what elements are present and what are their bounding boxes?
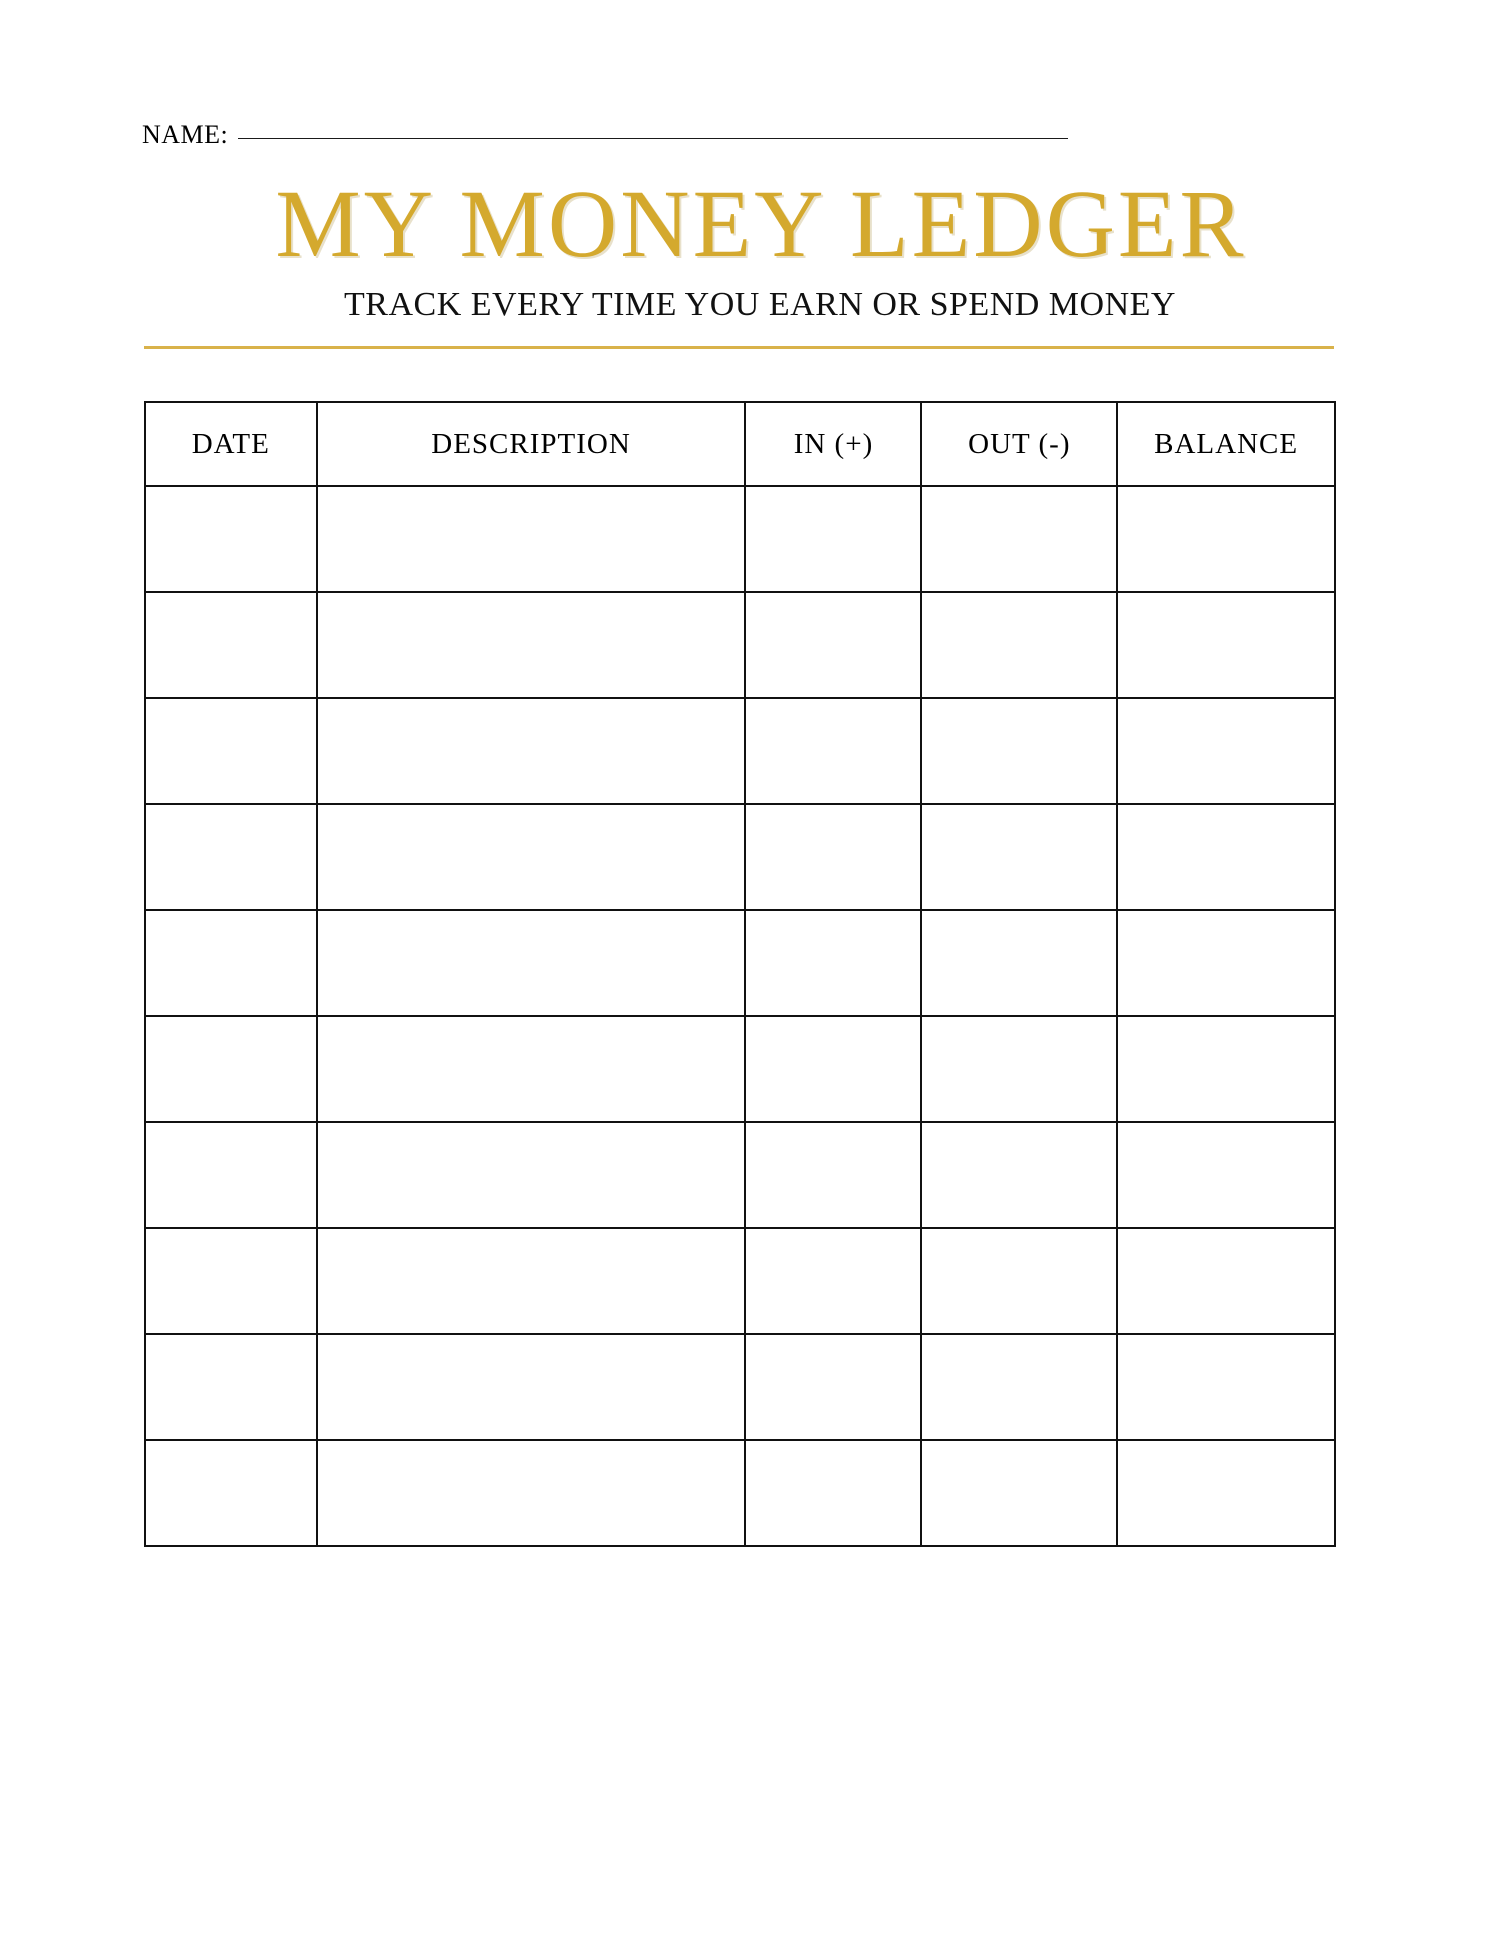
- table-row: [145, 1228, 1335, 1334]
- cell-date[interactable]: [145, 698, 317, 804]
- ledger-table: [144, 401, 1336, 1547]
- column-header-in: IN (+): [745, 402, 921, 486]
- cell-out[interactable]: [921, 486, 1117, 592]
- cell-out[interactable]: [921, 1122, 1117, 1228]
- cell-in[interactable]: [745, 592, 921, 698]
- table-row: [145, 1334, 1335, 1440]
- cell-out[interactable]: [921, 1016, 1117, 1122]
- ledger-sheet: [140, 120, 1340, 1547]
- table-row: [145, 1016, 1335, 1122]
- cell-out[interactable]: [921, 1440, 1117, 1546]
- cell-in[interactable]: [745, 486, 921, 592]
- cell-description[interactable]: [317, 1334, 746, 1440]
- cell-out[interactable]: [921, 592, 1117, 698]
- name-input-line[interactable]: [238, 138, 1068, 139]
- cell-in[interactable]: [745, 1016, 921, 1122]
- table-row: [145, 698, 1335, 804]
- cell-description[interactable]: [317, 804, 746, 910]
- cell-balance[interactable]: [1117, 1228, 1335, 1334]
- column-header-out: OUT (-): [921, 402, 1117, 486]
- cell-balance[interactable]: [1117, 910, 1335, 1016]
- cell-balance[interactable]: [1117, 592, 1335, 698]
- cell-date[interactable]: [145, 910, 317, 1016]
- page-title: MY MONEY LEDGER: [275, 170, 1247, 277]
- title-divider: [144, 346, 1334, 349]
- cell-description[interactable]: [317, 698, 746, 804]
- cell-out[interactable]: [921, 804, 1117, 910]
- cell-in[interactable]: [745, 1334, 921, 1440]
- cell-out[interactable]: [921, 910, 1117, 1016]
- name-label: NAME:: [142, 120, 229, 149]
- cell-description[interactable]: [317, 1016, 746, 1122]
- cell-date[interactable]: [145, 592, 317, 698]
- cell-description[interactable]: [317, 1440, 746, 1546]
- cell-in[interactable]: [745, 1228, 921, 1334]
- cell-balance[interactable]: [1117, 804, 1335, 910]
- table-header-row: [145, 402, 1335, 486]
- cell-in[interactable]: [745, 910, 921, 1016]
- column-header-balance: BALANCE: [1117, 402, 1335, 486]
- cell-in[interactable]: [745, 804, 921, 910]
- cell-out[interactable]: [921, 698, 1117, 804]
- cell-in[interactable]: [745, 1122, 921, 1228]
- cell-balance[interactable]: [1117, 1334, 1335, 1440]
- column-header-date: DATE: [145, 402, 317, 486]
- cell-balance[interactable]: [1117, 486, 1335, 592]
- cell-description[interactable]: [317, 1228, 746, 1334]
- cell-balance[interactable]: [1117, 1440, 1335, 1546]
- cell-description[interactable]: [317, 1122, 746, 1228]
- cell-balance[interactable]: [1117, 1122, 1335, 1228]
- table-row: [145, 804, 1335, 910]
- cell-date[interactable]: [145, 804, 317, 910]
- cell-date[interactable]: [145, 1440, 317, 1546]
- table-row: [145, 486, 1335, 592]
- table-row: [145, 592, 1335, 698]
- cell-date[interactable]: [145, 1228, 317, 1334]
- cell-date[interactable]: [145, 486, 317, 592]
- cell-date[interactable]: [145, 1122, 317, 1228]
- cell-in[interactable]: [745, 698, 921, 804]
- cell-out[interactable]: [921, 1334, 1117, 1440]
- cell-date[interactable]: [145, 1334, 317, 1440]
- cell-description[interactable]: [317, 592, 746, 698]
- cell-out[interactable]: [921, 1228, 1117, 1334]
- table-row: [145, 1122, 1335, 1228]
- page-subtitle: TRACK EVERY TIME YOU EARN OR SPEND MONEY: [344, 286, 1176, 323]
- cell-in[interactable]: [745, 1440, 921, 1546]
- column-header-description: DESCRIPTION: [317, 402, 746, 486]
- cell-description[interactable]: [317, 910, 746, 1016]
- table-row: [145, 1440, 1335, 1546]
- cell-date[interactable]: [145, 1016, 317, 1122]
- cell-balance[interactable]: [1117, 1016, 1335, 1122]
- table-row: [145, 910, 1335, 1016]
- cell-description[interactable]: [317, 486, 746, 592]
- name-field-row: [142, 120, 1340, 150]
- cell-balance[interactable]: [1117, 698, 1335, 804]
